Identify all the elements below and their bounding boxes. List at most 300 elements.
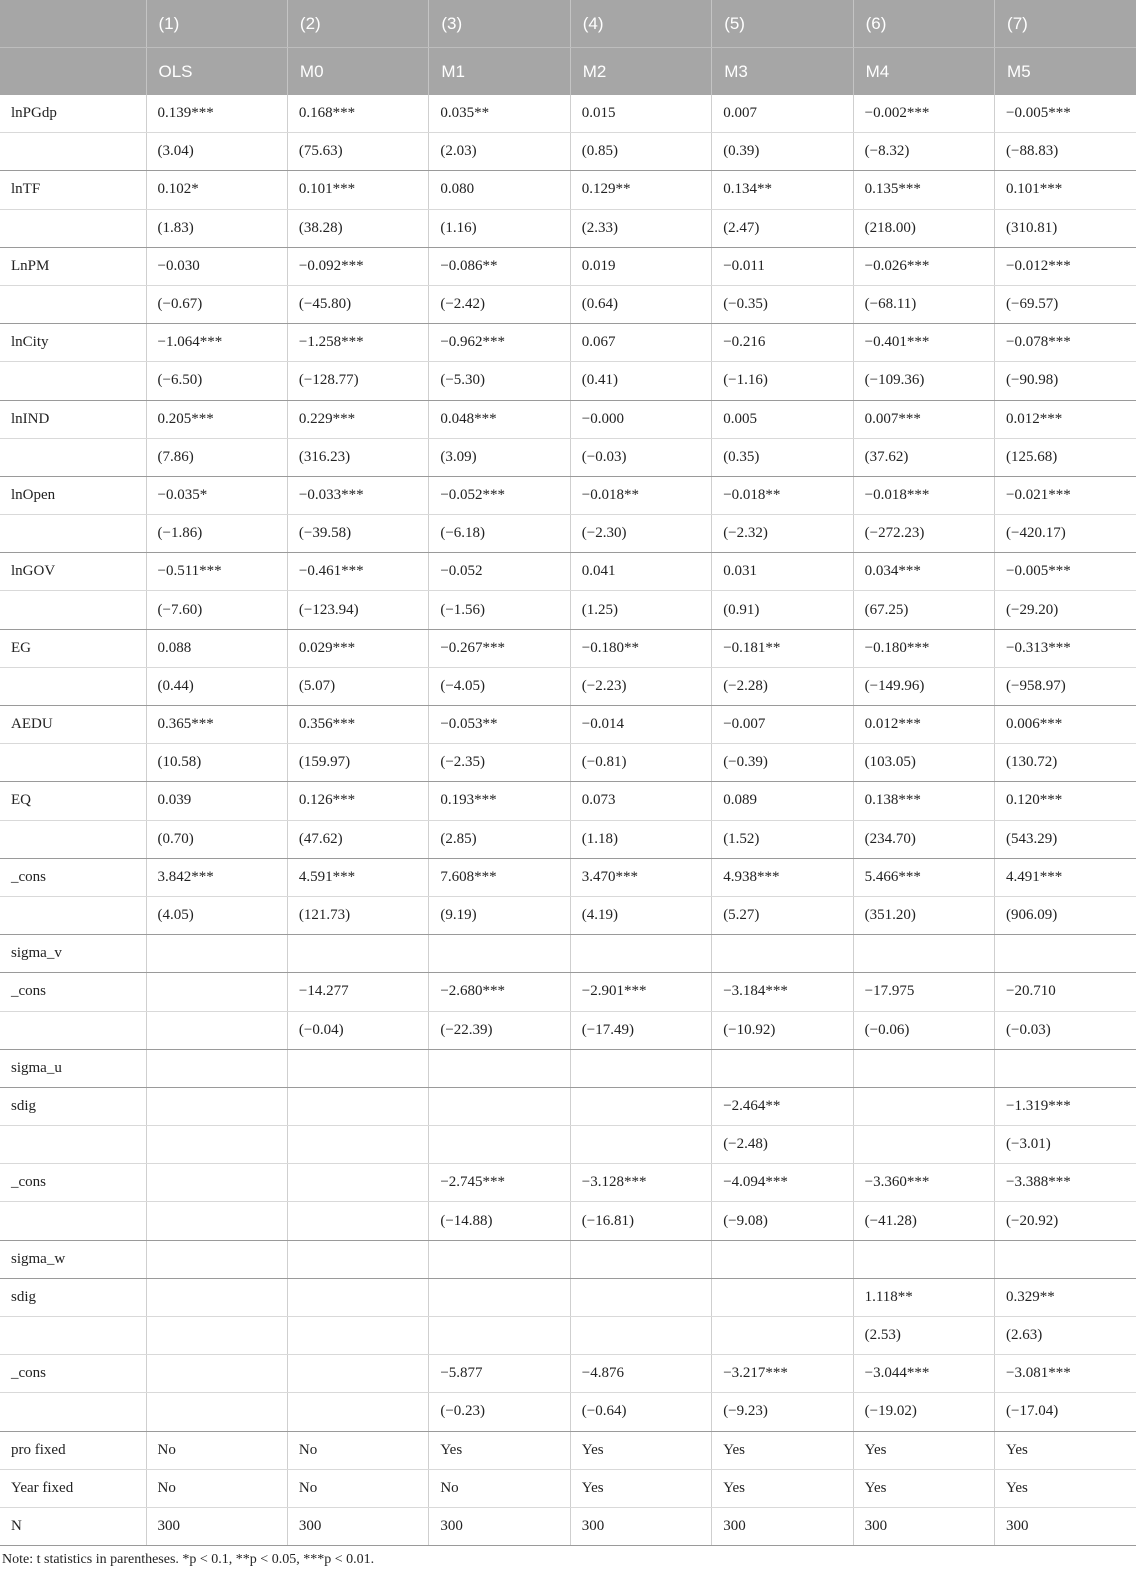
table-cell: 0.080 [429,171,570,209]
table-cell [146,1126,287,1164]
row-label-cell [0,515,146,553]
row-label-cell: lnTF [0,171,146,209]
row-label-cell: sdig [0,1087,146,1125]
table-cell: (−69.57) [995,285,1136,323]
table-cell: (−149.96) [853,667,994,705]
table-cell: (0.85) [570,133,711,171]
table-cell: (−8.32) [853,133,994,171]
row-label-cell [0,285,146,323]
table-cell: (−2.48) [712,1126,853,1164]
table-cell: 0.007*** [853,400,994,438]
table-cell: (2.53) [853,1317,994,1355]
table-cell [146,1011,287,1049]
table-cell: 0.012*** [853,706,994,744]
table-row [0,629,1136,667]
table-cell: −0.511*** [146,553,287,591]
table-cell: (−123.94) [287,591,428,629]
table-cell: (−9.23) [712,1393,853,1431]
table-cell: −0.021*** [995,476,1136,514]
table-cell: −14.277 [287,973,428,1011]
table-cell: (−68.11) [853,285,994,323]
table-cell [853,935,994,973]
table-cell: (−958.97) [995,667,1136,705]
row-label-cell: EG [0,629,146,667]
table-row [0,438,1136,476]
table-cell [146,1278,287,1316]
table-cell [146,1164,287,1202]
table-cell: −0.267*** [429,629,570,667]
header-corner-cell [0,0,146,48]
table-cell: (3.04) [146,133,287,171]
table-cell: −1.064*** [146,324,287,362]
table-row [0,285,1136,323]
table-cell: −0.401*** [853,324,994,362]
row-label-cell: sigma_u [0,1049,146,1087]
table-cell: (−2.30) [570,515,711,553]
header-model-name: OLS [146,48,287,96]
table-row [0,247,1136,285]
table-cell: (−0.81) [570,744,711,782]
table-cell: 0.089 [712,782,853,820]
table-row [0,1164,1136,1202]
table-cell [146,935,287,973]
table-cell [853,1240,994,1278]
table-row [0,973,1136,1011]
table-cell: 0.138*** [853,782,994,820]
table-cell: (310.81) [995,209,1136,247]
table-cell: (218.00) [853,209,994,247]
row-label-cell [0,820,146,858]
table-cell: No [287,1469,428,1507]
table-cell: (0.70) [146,820,287,858]
table-cell: (103.05) [853,744,994,782]
table-row [0,133,1136,171]
header-model-name: M2 [570,48,711,96]
table-row [0,95,1136,133]
table-cell: −0.000 [570,400,711,438]
table-header [0,0,1136,95]
table-cell: (37.62) [853,438,994,476]
row-label-cell [0,438,146,476]
header-model-name: M1 [429,48,570,96]
table-cell: (543.29) [995,820,1136,858]
table-cell: (−88.83) [995,133,1136,171]
table-cell: (−2.23) [570,667,711,705]
header-column-number: (4) [570,0,711,48]
table-row [0,820,1136,858]
row-label-cell: sdig [0,1278,146,1316]
table-row [0,1317,1136,1355]
row-label-cell: LnPM [0,247,146,285]
table-cell: (−7.60) [146,591,287,629]
table-cell: −2.901*** [570,973,711,1011]
table-cell: (4.19) [570,896,711,934]
table-cell: 0.029*** [287,629,428,667]
table-row [0,667,1136,705]
table-cell: 0.229*** [287,400,428,438]
table-cell: No [429,1469,570,1507]
row-label-cell [0,896,146,934]
table-cell: −0.078*** [995,324,1136,362]
table-row [0,209,1136,247]
table-cell: 0.205*** [146,400,287,438]
table-cell [146,973,287,1011]
table-cell: −0.033*** [287,476,428,514]
table-cell: 0.139*** [146,95,287,133]
table-cell [146,1317,287,1355]
table-row [0,1087,1136,1125]
table-cell: (2.85) [429,820,570,858]
table-cell [429,1278,570,1316]
table-row [0,1126,1136,1164]
table-cell: (5.27) [712,896,853,934]
table-cell: Yes [570,1469,711,1507]
table-cell: (3.09) [429,438,570,476]
table-cell [712,1049,853,1087]
table-cell: (1.83) [146,209,287,247]
table-cell: 0.015 [570,95,711,133]
table-cell: (−0.64) [570,1393,711,1431]
table-cell: (−5.30) [429,362,570,400]
table-cell: (−22.39) [429,1011,570,1049]
table-cell: −17.975 [853,973,994,1011]
table-cell: 0.134** [712,171,853,209]
table-cell: 0.039 [146,782,287,820]
table-cell [429,1087,570,1125]
row-label-cell [0,133,146,171]
header-row-column-numbers [0,0,1136,48]
table-cell: (−41.28) [853,1202,994,1240]
table-cell [853,1049,994,1087]
table-cell: −0.011 [712,247,853,285]
table-cell: Yes [712,1431,853,1469]
table-cell: −1.319*** [995,1087,1136,1125]
table-cell: 300 [712,1507,853,1545]
table-row [0,476,1136,514]
table-cell [995,1049,1136,1087]
table-cell: −2.680*** [429,973,570,1011]
table-cell [712,1317,853,1355]
table-cell: 3.842*** [146,858,287,896]
header-model-name: M0 [287,48,428,96]
table-body [0,95,1136,1546]
table-cell: No [287,1431,428,1469]
table-cell: (−6.18) [429,515,570,553]
table-cell: (906.09) [995,896,1136,934]
table-cell [853,1087,994,1125]
table-cell: −0.086** [429,247,570,285]
table-cell: (−0.06) [853,1011,994,1049]
table-cell: 0.041 [570,553,711,591]
table-row [0,1240,1136,1278]
table-cell: (−29.20) [995,591,1136,629]
table-cell: No [146,1469,287,1507]
table-cell: (−17.04) [995,1393,1136,1431]
table-cell: −2.745*** [429,1164,570,1202]
table-cell [995,935,1136,973]
table-cell: (−16.81) [570,1202,711,1240]
table-cell: (2.47) [712,209,853,247]
table-cell [712,1240,853,1278]
table-row [0,896,1136,934]
table-row [0,782,1136,820]
header-model-name: M5 [995,48,1136,96]
table-cell [146,1049,287,1087]
table-cell: 0.005 [712,400,853,438]
table-cell: −0.180*** [853,629,994,667]
row-label-cell: _cons [0,1355,146,1393]
table-cell: −0.962*** [429,324,570,362]
table-row [0,362,1136,400]
table-cell: −5.877 [429,1355,570,1393]
row-label-cell: lnPGdp [0,95,146,133]
table-cell: 300 [146,1507,287,1545]
table-row [0,935,1136,973]
table-cell: (−2.42) [429,285,570,323]
table-cell [287,1087,428,1125]
header-corner-cell [0,48,146,96]
table-cell: −0.092*** [287,247,428,285]
table-cell [287,1240,428,1278]
table-cell: (−0.04) [287,1011,428,1049]
table-cell [287,1393,428,1431]
table-cell: (5.07) [287,667,428,705]
table-cell [287,1278,428,1316]
table-cell: −0.030 [146,247,287,285]
row-label-cell: AEDU [0,706,146,744]
row-label-cell [0,1011,146,1049]
table-cell: (125.68) [995,438,1136,476]
table-cell: (−1.56) [429,591,570,629]
table-cell: (2.63) [995,1317,1136,1355]
table-cell: Yes [995,1469,1136,1507]
table-cell: −0.180** [570,629,711,667]
table-cell: −0.018*** [853,476,994,514]
table-cell [429,1049,570,1087]
table-cell: (−2.28) [712,667,853,705]
table-cell: (1.52) [712,820,853,858]
table-cell: (0.39) [712,133,853,171]
table-cell: (0.91) [712,591,853,629]
row-label-cell [0,667,146,705]
table-cell: 0.193*** [429,782,570,820]
table-row [0,591,1136,629]
table-cell: Yes [712,1469,853,1507]
table-cell: 0.365*** [146,706,287,744]
table-cell: (−4.05) [429,667,570,705]
table-cell: 0.035** [429,95,570,133]
table-cell [570,1317,711,1355]
table-cell: (2.03) [429,133,570,171]
table-cell [146,1087,287,1125]
table-cell: Yes [853,1431,994,1469]
table-cell: −0.005*** [995,95,1136,133]
table-cell: 300 [287,1507,428,1545]
table-cell: −0.007 [712,706,853,744]
table-cell: (−19.02) [853,1393,994,1431]
table-cell [287,1317,428,1355]
table-cell [146,1240,287,1278]
table-row [0,1049,1136,1087]
row-label-cell [0,744,146,782]
table-cell: (0.64) [570,285,711,323]
table-cell [146,1355,287,1393]
table-cell: (−0.23) [429,1393,570,1431]
table-cell [429,935,570,973]
table-cell [146,1202,287,1240]
table-cell: (−128.77) [287,362,428,400]
row-label-cell: _cons [0,973,146,1011]
table-cell: 0.356*** [287,706,428,744]
table-cell [287,1126,428,1164]
table-cell: (0.44) [146,667,287,705]
table-cell: (1.16) [429,209,570,247]
table-cell: 0.048*** [429,400,570,438]
table-cell: −3.184*** [712,973,853,1011]
table-cell: 3.470*** [570,858,711,896]
table-cell: (−10.92) [712,1011,853,1049]
table-row [0,553,1136,591]
header-column-number: (5) [712,0,853,48]
table-cell: Yes [853,1469,994,1507]
table-cell: (−0.35) [712,285,853,323]
table-cell: (−6.50) [146,362,287,400]
table-cell [287,1164,428,1202]
table-row [0,515,1136,553]
table-row [0,1393,1136,1431]
table-cell: 4.591*** [287,858,428,896]
table-cell: (316.23) [287,438,428,476]
header-column-number: (1) [146,0,287,48]
table-row [0,1355,1136,1393]
row-label-cell [0,1202,146,1240]
table-cell: −3.044*** [853,1355,994,1393]
table-cell: (−90.98) [995,362,1136,400]
row-label-cell: lnIND [0,400,146,438]
table-cell: No [146,1431,287,1469]
row-label-cell: EQ [0,782,146,820]
table-cell: −4.094*** [712,1164,853,1202]
table-cell: 0.329** [995,1278,1136,1316]
table-row [0,1011,1136,1049]
table-cell: (7.86) [146,438,287,476]
table-cell: (0.41) [570,362,711,400]
table-cell: 0.129** [570,171,711,209]
row-label-cell: Year fixed [0,1469,146,1507]
header-column-number: (2) [287,0,428,48]
table-cell [429,1317,570,1355]
table-cell: (−0.03) [995,1011,1136,1049]
table-cell: (−20.92) [995,1202,1136,1240]
table-cell [570,1087,711,1125]
table-cell: 0.101*** [287,171,428,209]
table-cell: (−14.88) [429,1202,570,1240]
table-cell: 300 [995,1507,1136,1545]
table-row [0,706,1136,744]
table-cell [287,935,428,973]
table-cell: (67.25) [853,591,994,629]
table-cell: −3.388*** [995,1164,1136,1202]
table-cell [429,1240,570,1278]
table-cell [287,1355,428,1393]
table-cell: 0.067 [570,324,711,362]
row-label-cell: pro fixed [0,1431,146,1469]
table-cell: −0.026*** [853,247,994,285]
table-cell: Yes [429,1431,570,1469]
table-cell: (−420.17) [995,515,1136,553]
table-cell: −0.005*** [995,553,1136,591]
table-cell: (−1.86) [146,515,287,553]
table-cell: 300 [853,1507,994,1545]
table-cell: 7.608*** [429,858,570,896]
table-cell: (159.97) [287,744,428,782]
row-label-cell [0,591,146,629]
table-cell: −0.216 [712,324,853,362]
header-model-name: M3 [712,48,853,96]
table-cell: (−1.16) [712,362,853,400]
table-cell: −20.710 [995,973,1136,1011]
row-label-cell: sigma_w [0,1240,146,1278]
row-label-cell [0,1393,146,1431]
table-cell: (0.35) [712,438,853,476]
table-row [0,1202,1136,1240]
table-cell: −0.002*** [853,95,994,133]
table-cell [146,1393,287,1431]
row-label-cell [0,1317,146,1355]
table-cell: −4.876 [570,1355,711,1393]
table-cell [287,1049,428,1087]
table-cell: 300 [429,1507,570,1545]
table-cell: −0.052 [429,553,570,591]
table-cell [570,1278,711,1316]
table-cell: Yes [570,1431,711,1469]
table-cell: (9.19) [429,896,570,934]
table-cell: −3.128*** [570,1164,711,1202]
table-row [0,171,1136,209]
table-cell: (10.58) [146,744,287,782]
header-column-number: (7) [995,0,1136,48]
table-cell: −0.014 [570,706,711,744]
table-cell: (2.33) [570,209,711,247]
table-cell: 0.073 [570,782,711,820]
table-cell: 0.006*** [995,706,1136,744]
table-cell: (−17.49) [570,1011,711,1049]
table-cell: −2.464** [712,1087,853,1125]
table-cell: (−0.03) [570,438,711,476]
table-cell [570,935,711,973]
table-cell: (75.63) [287,133,428,171]
table-row [0,858,1136,896]
table-cell: −0.012*** [995,247,1136,285]
table-cell: (−0.67) [146,285,287,323]
row-label-cell [0,362,146,400]
row-label-cell: sigma_v [0,935,146,973]
table-row [0,1278,1136,1316]
table-cell: (−2.35) [429,744,570,782]
table-row [0,1507,1136,1545]
table-cell: (−9.08) [712,1202,853,1240]
table-cell: (1.18) [570,820,711,858]
table-cell: −0.018** [712,476,853,514]
table-cell [570,1126,711,1164]
table-cell: 0.088 [146,629,287,667]
table-cell [712,1278,853,1316]
table-cell: (234.70) [853,820,994,858]
table-row [0,324,1136,362]
table-cell: 300 [570,1507,711,1545]
table-cell: 0.120*** [995,782,1136,820]
table-cell: −0.052*** [429,476,570,514]
